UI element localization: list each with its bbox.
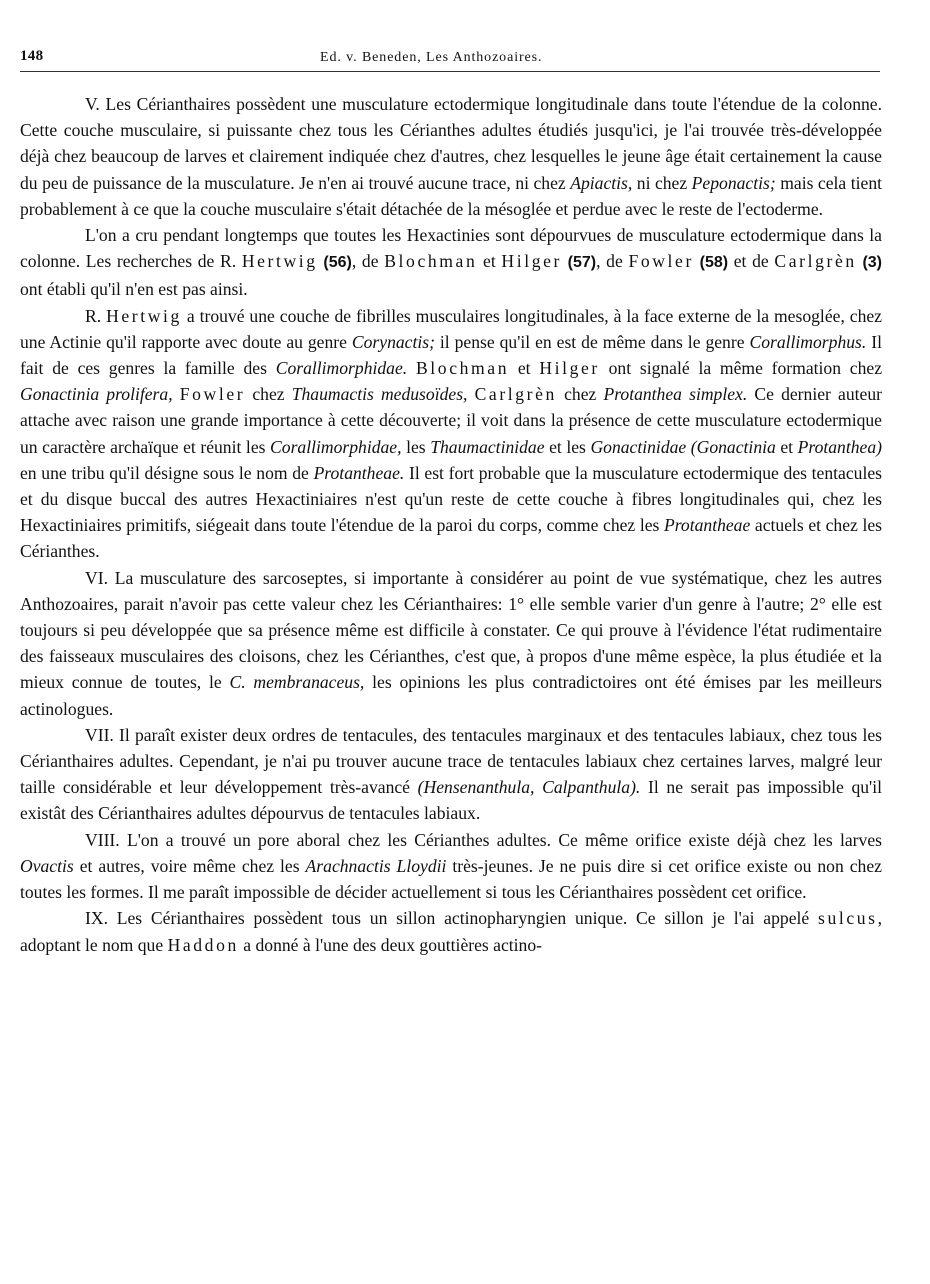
running-head: Ed. v. Beneden, Les Anthozoaires. — [320, 50, 543, 65]
reference-number: (56) — [323, 254, 352, 272]
paragraph-hertwig — [20, 303, 882, 565]
author-name: Blochman — [384, 251, 478, 272]
text-run: VII. Il paraît exister deux ordres de tentacules, des tentacules marginaux et des tentacules labiaux, chez tous les Cérianthaires adultes. Cependant, je n'ai pu trouver aucune trace de tentacules labiaux chez certaines larves, malgré leur taille considérable et leur développement très-avancé — [20, 724, 882, 798]
text-run: V. Les Cérianthaires possèdent une musculature ectodermique longitudinale dans toute l'étendue de la colonne. Cette couche musculaire, si puissante chez tous les Cérianthes adultes étudiés jusqu'ici, je l'ai trouvée très-développée déjà chez beaucoup de larves et clairement indiquée chez d'autres, chez lesquelles le jeune âge était certainement la cause du peu de puissance de la musculature. Je n'en ai trouvé aucune trace, ni chez — [20, 94, 882, 193]
text-run — [467, 384, 474, 404]
text-run: a donné à l'une des deux gouttières actino- — [238, 934, 543, 955]
text-run: et — [775, 436, 798, 457]
family-name: Corallimorphidae. — [275, 358, 408, 379]
text-run: Il fait de ces genres la famille des — [20, 331, 882, 379]
text-run: R. — [85, 305, 107, 326]
family-name: Corallimorphidae, — [270, 436, 402, 457]
author-name: Fowler — [179, 384, 246, 405]
author-name: Fowler — [628, 251, 694, 272]
paragraph-vii — [20, 722, 882, 827]
paragraph-ix — [20, 905, 882, 957]
family-name: Gonactinidae (Gonactinia — [590, 436, 776, 457]
text-run: il pense qu'il en est de même dans le genre — [434, 331, 750, 352]
author-name: Hertwig — [241, 251, 318, 272]
text-run: et — [509, 358, 540, 379]
paragraph-vi — [20, 565, 882, 722]
tribe-name: Protantheae — [663, 515, 751, 536]
text-run: , adoptant le nom que — [20, 908, 882, 955]
author-name: Hilger — [501, 251, 562, 272]
paragraph-v — [20, 91, 882, 222]
text-run: Il ne serait pas impossible qu'il existât des Cérianthaires adultes dépourvus de tentacules labiaux. — [20, 777, 882, 824]
text-run: ni chez — [632, 172, 692, 193]
species-name: Protanthea simplex. — [603, 384, 748, 405]
text-run: actuels et chez les Cérianthes. — [20, 515, 882, 562]
genus-name: Corynactis; — [351, 331, 435, 352]
text-run: L'on a cru pendant longtemps que toutes les Hexactinies sont dépourvues de musculature ectodermique dans la colonne. Les recherches de R. — [20, 225, 882, 272]
text-run: les opinions les plus contradictoires ont été émises par les meilleurs actinologues. — [20, 672, 882, 719]
species-name: C. membranaceus, — [229, 672, 365, 693]
text-run — [173, 384, 180, 404]
text-run: , de — [596, 251, 629, 272]
text-run: ont établi qu'il n'en est pas ainsi. — [20, 279, 248, 300]
tribe-name: Protantheae. — [313, 462, 405, 483]
genus-name: Apiactis, — [570, 172, 633, 193]
page-header — [20, 48, 880, 68]
text-run: chez — [245, 384, 292, 405]
family-name: Thaumactinidae — [430, 436, 545, 457]
genus-name: Peponactis; — [691, 172, 776, 193]
term: sulcus — [818, 908, 878, 929]
text-run: ont signalé la même formation chez — [599, 358, 883, 379]
author-name: Hilger — [539, 358, 600, 379]
text-run: , de — [351, 251, 385, 272]
text-run: et de — [728, 251, 775, 272]
genus-name: Ovactis — [20, 855, 74, 876]
author-name: Blochman — [415, 358, 510, 379]
text-run — [407, 358, 416, 378]
reference-number: (58) — [699, 254, 729, 272]
genus-name: Corallimorphus. — [749, 331, 867, 352]
author-name: Hertwig — [106, 305, 182, 326]
species-name: Arachnactis Lloydii — [305, 855, 447, 876]
text-run: les — [401, 436, 431, 457]
text-run: mais cela tient probablement à ce que la couche musculaire s'était détachée de la mésoglée et perdue avec le reste de l'ectoderme. — [20, 172, 883, 219]
text-run: a trouvé une couche de fibrilles musculaires longitudinales, à la face externe de la mesoglée, chez une Actinie qu'il rapporte avec doute au genre — [20, 305, 882, 352]
author-name: Carlgrèn — [474, 384, 557, 405]
text-run: et autres, voire même chez les — [73, 855, 306, 876]
text-run: Ce dernier auteur attache avec raison une grande importance à cette découverte; il voit dans la présence de cette musculature ectodermique un caractère archaïque et réunit les — [20, 384, 882, 457]
header-rule — [20, 71, 880, 72]
author-name: Haddon — [167, 934, 239, 955]
body-text — [20, 91, 882, 958]
reference-number: (3) — [862, 254, 883, 272]
page-number: 148 — [20, 48, 44, 64]
reference-number: (57) — [567, 254, 597, 272]
paragraph-viii — [20, 827, 882, 906]
text-run: et — [477, 251, 502, 272]
genus-name: (Hensenanthula, Calpanthula). — [417, 777, 641, 798]
text-run: IX. Les Cérianthaires possèdent tous un sillon actinopharyngien unique. Ce sillon je l'ai appelé — [85, 908, 818, 929]
species-name: Gonactinia prolifera, — [20, 384, 173, 405]
author-name: Carlgrèn — [774, 251, 857, 272]
text-run: Il est fort probable que la musculature ectodermique des tentacules et du disque buccal des autres Hexactiniaires n'est qu'un reste de cette couche à fibres longitudinales qui, chez les Hexactiniaires primitifs, siégeait dans toute l'étendue de la paroi du corps, comme chez les — [20, 462, 882, 536]
text-run: très-jeunes. Je ne puis dire si cet orifice existe ou non chez toutes les formes. Il me paraît impossible de décider actuellement si tous les Cérianthaires possèdent cet orifice. — [20, 855, 882, 903]
text-run: en une tribu qu'il désigne sous le nom de — [20, 462, 314, 483]
text-run: VIII. L'on a trouvé un pore aboral chez les Cérianthes adultes. Ce même orifice existe déjà chez les larves — [85, 829, 882, 850]
text-run: VI. La musculature des sarcoseptes, si importante à considérer au point de vue systématique, chez les autres Anthozoaires, parait n'avoir pas cette valeur chez les Cérianthaires: 1° elle semble varier d'un genre à l'autre; 2° elle est toujours si peu développée que sa présence même est difficile à constater. Ce qui prouve à l'évidence l'état rudimentaire des faisseaux musculaires des cloisons, chez les Cérianthes, c'est que, à propos d'une même espèce, la plus étudiée et la mieux connue de toutes, le — [20, 567, 882, 693]
genus-name: Protanthea) — [797, 436, 882, 457]
species-name: Thaumactis medusoïdes, — [291, 384, 468, 405]
paragraph-hexactinies — [20, 222, 882, 303]
text-run: et les — [544, 436, 591, 457]
text-run: chez — [556, 384, 604, 405]
